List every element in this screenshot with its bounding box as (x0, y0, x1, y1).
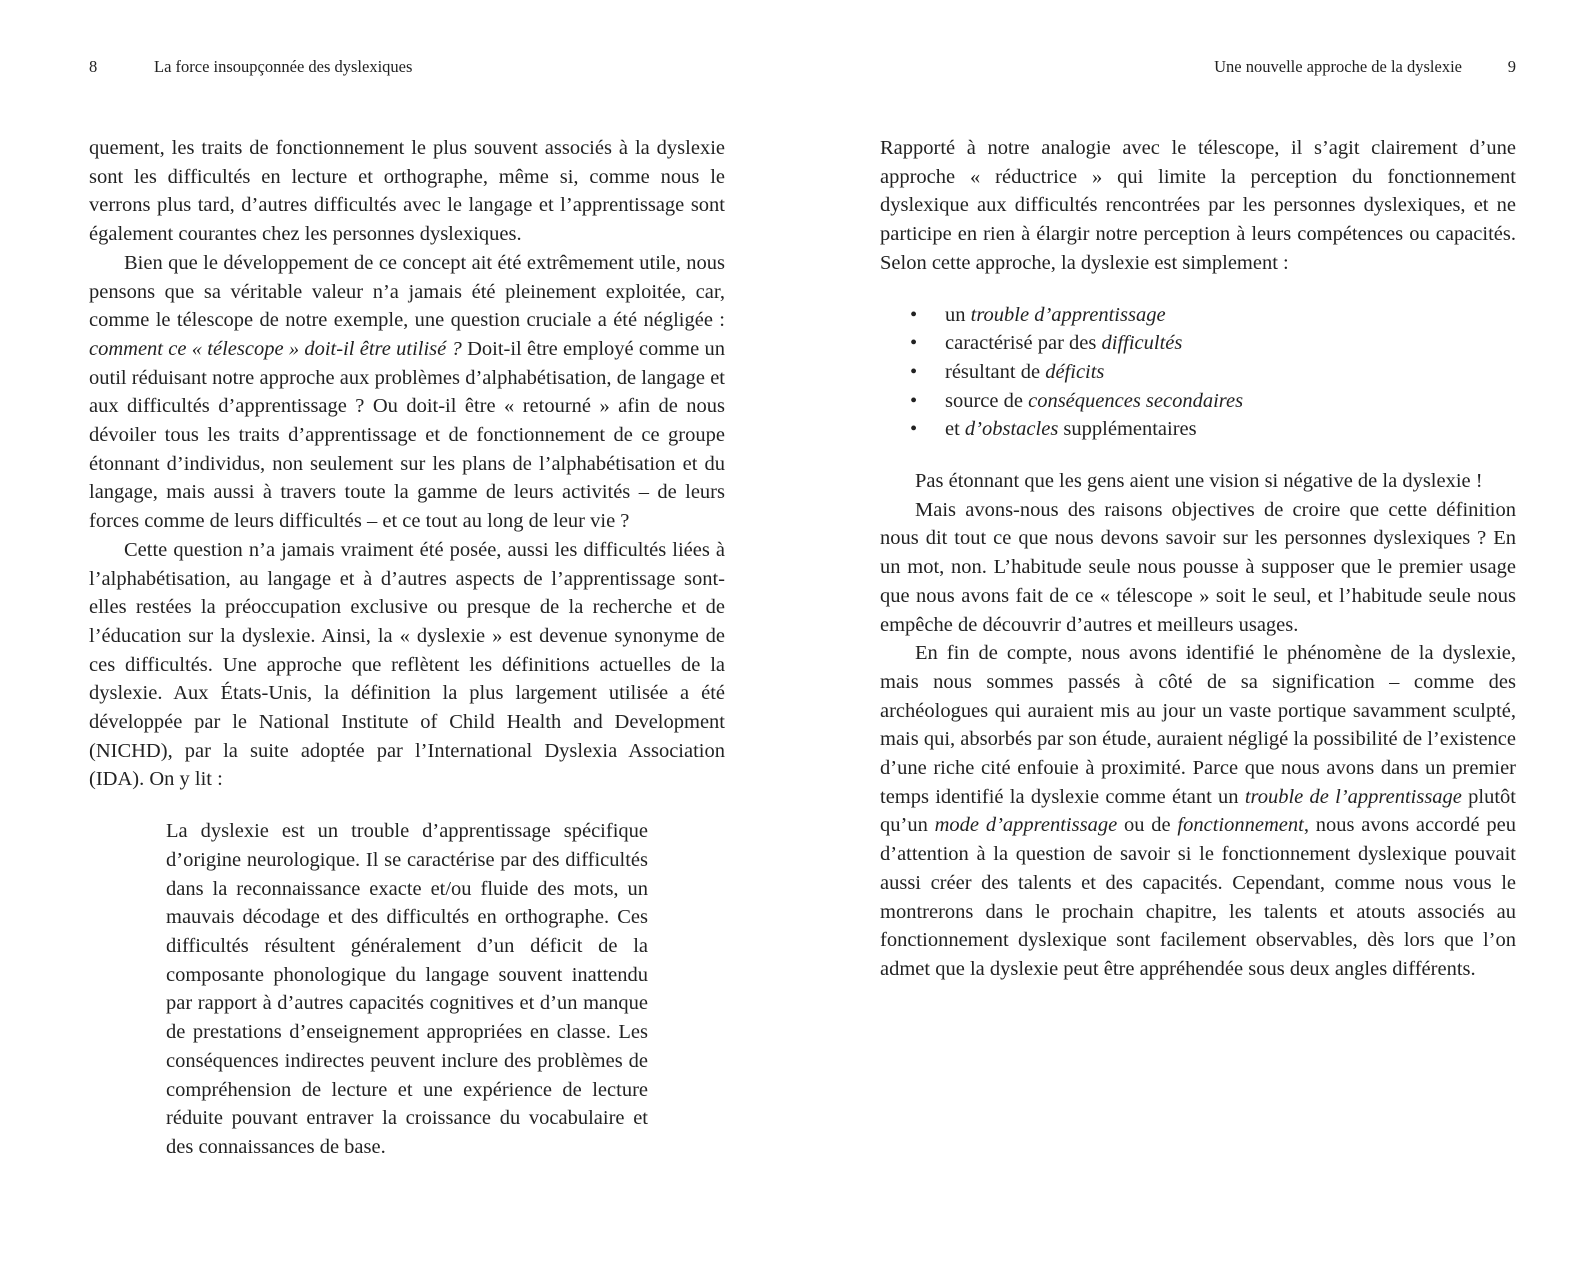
right-paragraph-4-italic-3: fonctionnement (1177, 814, 1304, 837)
list-item-italic: conséquences secondaires (1028, 389, 1244, 412)
list-item-text-end: supplémentaires (1058, 418, 1197, 441)
definition-blockquote (89, 817, 725, 1161)
list-item (880, 415, 1516, 444)
right-paragraph-4-part-c: ou de (1123, 814, 1171, 837)
right-paragraph-4-part-b: plutôt qu’un (880, 785, 1516, 837)
right-paragraph-4-part-d: , nous avons accordé peu d’attention à la question de savoir si le fonctionnement dyslexique pouvait aussi créer des talents et des capacités. Cependant, comme nous vous le montrerons dans le prochain chapitre, les talents et atouts associés au fonctionnement dyslexique sont facilement observables, dès lors que l’on admet que la dyslexie peut être appréhendée sous deux angles différents. (880, 814, 1516, 980)
left-paragraph-3: Cette question n’a jamais vraiment été posée, aussi les difficultés liées à l’alphabétisation, au langage et à d’autres aspects de l’apprentissage sont-elles restées la préoccupation exclusive ou presque de la recherche et de l’éducation sur la dyslexie. Ainsi, la « dyslexie » est devenue synonyme de ces difficultés. Une approche que reflètent les définitions actuelles de la dyslexie. Aux États-Unis, la définition la plus largement utilisée a été développée par le National Institute of Child Health and Development (NICHD), par la suite adoptée par l’International Dyslexia Association (IDA). On y lit : (89, 538, 725, 791)
left-paragraph-2-italic: comment ce « télescope » doit-il être utilisé ? (89, 337, 462, 360)
right-page (880, 0, 1516, 1270)
list-item (880, 387, 1516, 416)
left-body-text (89, 134, 725, 1162)
right-page-number: 9 (1507, 57, 1516, 76)
right-paragraph-4-italic-1: trouble de l’apprentissage (1244, 785, 1462, 808)
left-paragraph-1: quement, les traits de fonctionnement le plus souvent associés à la dyslexie sont les difficultés en lecture et orthographe, même si, comme nous le verrons plus tard, d’autres difficultés avec le langage et l’apprentissage sont également courantes chez les personnes dyslexiques. (89, 137, 725, 246)
bullet-icon: • (910, 332, 918, 355)
list-item-italic: trouble d’apprentissage (970, 303, 1166, 326)
bullet-icon: • (910, 389, 918, 412)
left-paragraph-2-end: Doit-il être employé comme un outil réduisant notre approche aux problèmes d’alphabétisation, de langage et aux difficultés d’apprentissage ? Ou doit-il être « retourné » afin de nous dévoiler tous les traits d’apprentissage et de fonctionnement de ce groupe étonnant d’individus, non seulement sur les plans de l’alphabétisation et du langage, mais aussi à travers toute la gamme de leurs activités – de leurs forces comme de leurs difficultés – et ce tout au long de leur vie ? (89, 337, 726, 533)
list-item-italic: déficits (1045, 360, 1105, 383)
list-item-text: source de (945, 389, 1029, 412)
list-item (880, 358, 1516, 387)
left-paragraph-2-start: Bien que le développement de ce concept ait été extrêmement utile, nous pensons que sa véritable valeur n’a jamais été pleinement exploitée, car, comme le télescope de notre exemple, une question cruciale a été négligée : (89, 251, 725, 332)
right-paragraph-4-italic-2: mode d’apprentissage (934, 814, 1118, 837)
list-item-text: un (945, 303, 971, 326)
definition-quote-text: La dyslexie est un trouble d’apprentissage spécifique d’origine neurologique. Il se caractérise par des difficultés dans la reconnaissance exacte et/ou fluide des mots, un mauvais décodage et des difficultés en orthographe. Ces difficultés résultent généralement d’un déficit de la composante phonologique du langage souvent inattendu par rapport à d’autres capacités cognitives et d’un manque de prestations d’enseignement appropriées en classe. Les conséquences indirectes peuvent inclure des problèmes de compréhension de lecture et une expérience de lecture réduite pouvant entraver la croissance du vocabulaire et des connaissances de base. (166, 820, 648, 1158)
right-paragraph-4-part-a: En fin de compte, nous avons identifié le phénomène de la dyslexie, mais nous sommes passés à côté de sa signification – comme des archéologues qui auraient mis au jour un vaste portique savamment sculpté, mais qui, absorbés par son étude, auraient négligé la possibilité de l’existence d’une riche cité enfouie à proximité. Parce que nous avons dans un premier temps identifié la dyslexie comme étant un (880, 642, 1516, 808)
definition-bullet-list (880, 301, 1516, 445)
right-paragraph-2: Pas étonnant que les gens aient une vision si négative de la dyslexie ! (915, 470, 1483, 493)
left-page-number: 8 (89, 57, 98, 76)
right-running-title: Une nouvelle approche de la dyslexie (1214, 57, 1462, 76)
bullet-icon: • (910, 418, 918, 441)
left-running-header (89, 56, 725, 78)
right-paragraph-3: Mais avons-nous des raisons objectives de croire que cette définition nous dit tout ce que nous devons savoir sur les personnes dyslexiques ? En un mot, non. L’habitude seule nous pousse à supposer que le premier usage que nous avons fait de ce « télescope » soit le seul, et l’habitude seule nous empêche de découvrir d’autres et meilleurs usages. (880, 498, 1516, 636)
right-running-header (880, 56, 1516, 78)
list-item-text: résultant de (945, 360, 1046, 383)
right-body-text (880, 134, 1516, 984)
list-item-text: caractérisé par des (945, 332, 1102, 355)
left-running-title: La force insoupçonnée des dyslexiques (154, 57, 413, 76)
right-paragraph-1: Rapporté à notre analogie avec le télescope, il s’agit clairement d’une approche « réductrice » qui limite la perception du fonctionnement dyslexique aux difficultés rencontrées par les personnes dyslexiques, et ne participe en rien à élargir notre perception à leurs compétences ou capacités. Selon cette approche, la dyslexie est simplement : (880, 137, 1516, 274)
list-item (880, 329, 1516, 358)
left-paragraph-2 (89, 249, 725, 536)
list-item-italic: difficultés (1101, 332, 1183, 355)
list-item-text: et (945, 418, 965, 441)
list-item (880, 301, 1516, 330)
left-page (89, 0, 725, 1270)
right-paragraph-4 (880, 639, 1516, 983)
bullet-icon: • (910, 303, 918, 326)
bullet-icon: • (910, 360, 918, 383)
list-item-italic: d’obstacles (964, 418, 1059, 441)
